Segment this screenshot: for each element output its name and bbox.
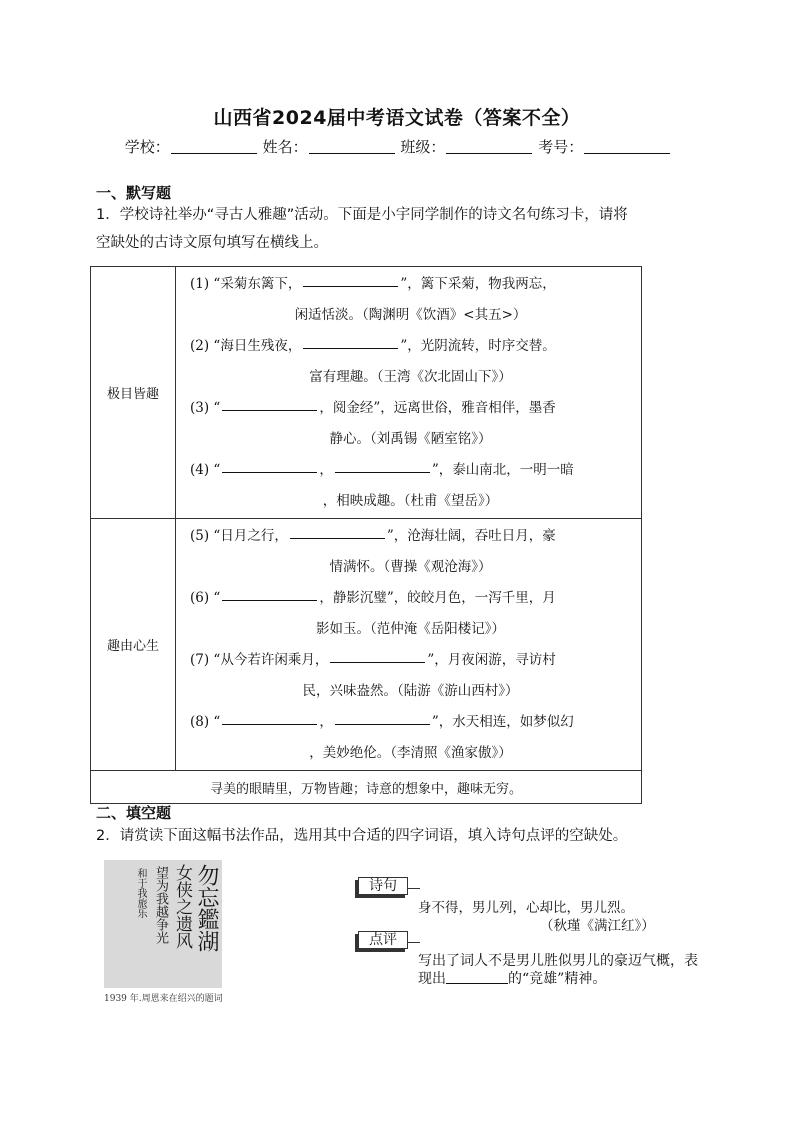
school-blank[interactable] — [171, 139, 257, 154]
item-7: (7) “从今若许闲乘月， ”，月夜闲游，寻访村 民，兴味盎然。（陆游《游山西村》） — [190, 651, 556, 699]
page-title: 山西省2024届中考语文试卷（答案不全） — [213, 107, 581, 129]
answer-blank[interactable] — [222, 588, 317, 601]
category-cell: 趣由心生 — [91, 519, 176, 771]
class-label: 班级： — [400, 138, 446, 156]
section1-heading: 一、默写题 — [96, 184, 172, 202]
calligraphy-column: 女侠之遗风 — [172, 864, 192, 949]
category-cell: 极目皆趣 — [91, 267, 176, 519]
answer-blank[interactable] — [290, 526, 385, 539]
answer-blank[interactable] — [222, 712, 317, 725]
section2-heading: 二、填空题 — [96, 804, 172, 822]
question1-line1: 1．学校诗社举办“寻古人雅趣”活动。下面是小宇同学制作的诗文名句练习卡，请将 — [96, 207, 628, 223]
calligraphy-caption: 1939 年.周恩来在绍兴的题词 — [104, 994, 223, 1004]
exam-number-label: 考号： — [538, 138, 584, 156]
question2-text: 2．请赏读下面这幅书法作品，选用其中合适的四字词语，填入诗句点评的空缺处。 — [96, 828, 628, 844]
poem-practice-card — [90, 266, 642, 804]
item-5: (5) “日月之行， ”，沧海壮阔，吞吐日月，豪 情满怀。（曹操《观沧海》） — [190, 527, 556, 575]
answer-blank[interactable] — [303, 336, 398, 349]
poem-tag: 诗句 — [358, 877, 408, 895]
calligraphy-column: 望为我越争光 — [153, 866, 168, 944]
answer-blank[interactable] — [335, 460, 430, 473]
items-cell — [176, 519, 642, 771]
comment-blank[interactable] — [446, 971, 508, 984]
class-blank[interactable] — [446, 139, 532, 154]
school-label: 学校： — [124, 138, 170, 156]
card-footer: 寻美的眼睛里，万物皆趣；诗意的想象中，趣味无穷。 — [91, 771, 642, 804]
comment-text: 写出了词人不是男儿胜似男儿的豪迈气概，表现出 的“竞雄”精神。 — [418, 953, 698, 987]
name-blank[interactable] — [309, 139, 395, 154]
poem-source: （秋瑾《满江红》） — [540, 918, 655, 934]
exam-number-blank[interactable] — [584, 139, 670, 154]
poem-line: 身不得，男儿列，心却比，男儿烈。 — [418, 900, 634, 916]
answer-blank[interactable] — [222, 398, 317, 411]
answer-blank[interactable] — [303, 274, 398, 287]
comment-tag: 点评 — [358, 931, 408, 949]
name-label: 姓名： — [262, 138, 308, 156]
calligraphy-column: 勿忘鑑湖 — [194, 864, 219, 952]
calligraphy-image — [104, 860, 222, 988]
calligraphy-column: 和于我旅乐 — [135, 868, 146, 918]
item-1: (1) “采菊东篱下， ”，篱下采菊，物我两忘， 闲适恬淡。（陶渊明《饮酒》<其五>） — [190, 275, 556, 323]
answer-blank[interactable] — [330, 650, 425, 663]
items-cell — [176, 267, 642, 519]
answer-blank[interactable] — [222, 460, 317, 473]
item-4: (4) “ ， ”，泰山南北，一明一暗 ，相映成趣。（杜甫《望岳》） — [190, 461, 574, 509]
item-8: (8) “ ， ”，水天相连，如梦似幻 ，美妙绝伦。（李清照《渔家傲》） — [190, 713, 574, 761]
item-3: (3) “ ，阅金经”，远离世俗，雅音相伴，墨香 静心。（刘禹锡《陋室铭》） — [190, 399, 556, 447]
question1-line2: 空缺处的古诗文原句填写在横线上。 — [96, 235, 328, 251]
student-info-line — [0, 136, 794, 157]
item-2: (2) “海日生残夜， ”，光阴流转，时序交替。 富有理趣。（王湾《次北固山下》） — [190, 337, 556, 385]
item-6: (6) “ ，静影沉璧”，皎皎月色，一泻千里，月 影如玉。（范仲淹《岳阳楼记》） — [190, 589, 556, 637]
answer-blank[interactable] — [335, 712, 430, 725]
